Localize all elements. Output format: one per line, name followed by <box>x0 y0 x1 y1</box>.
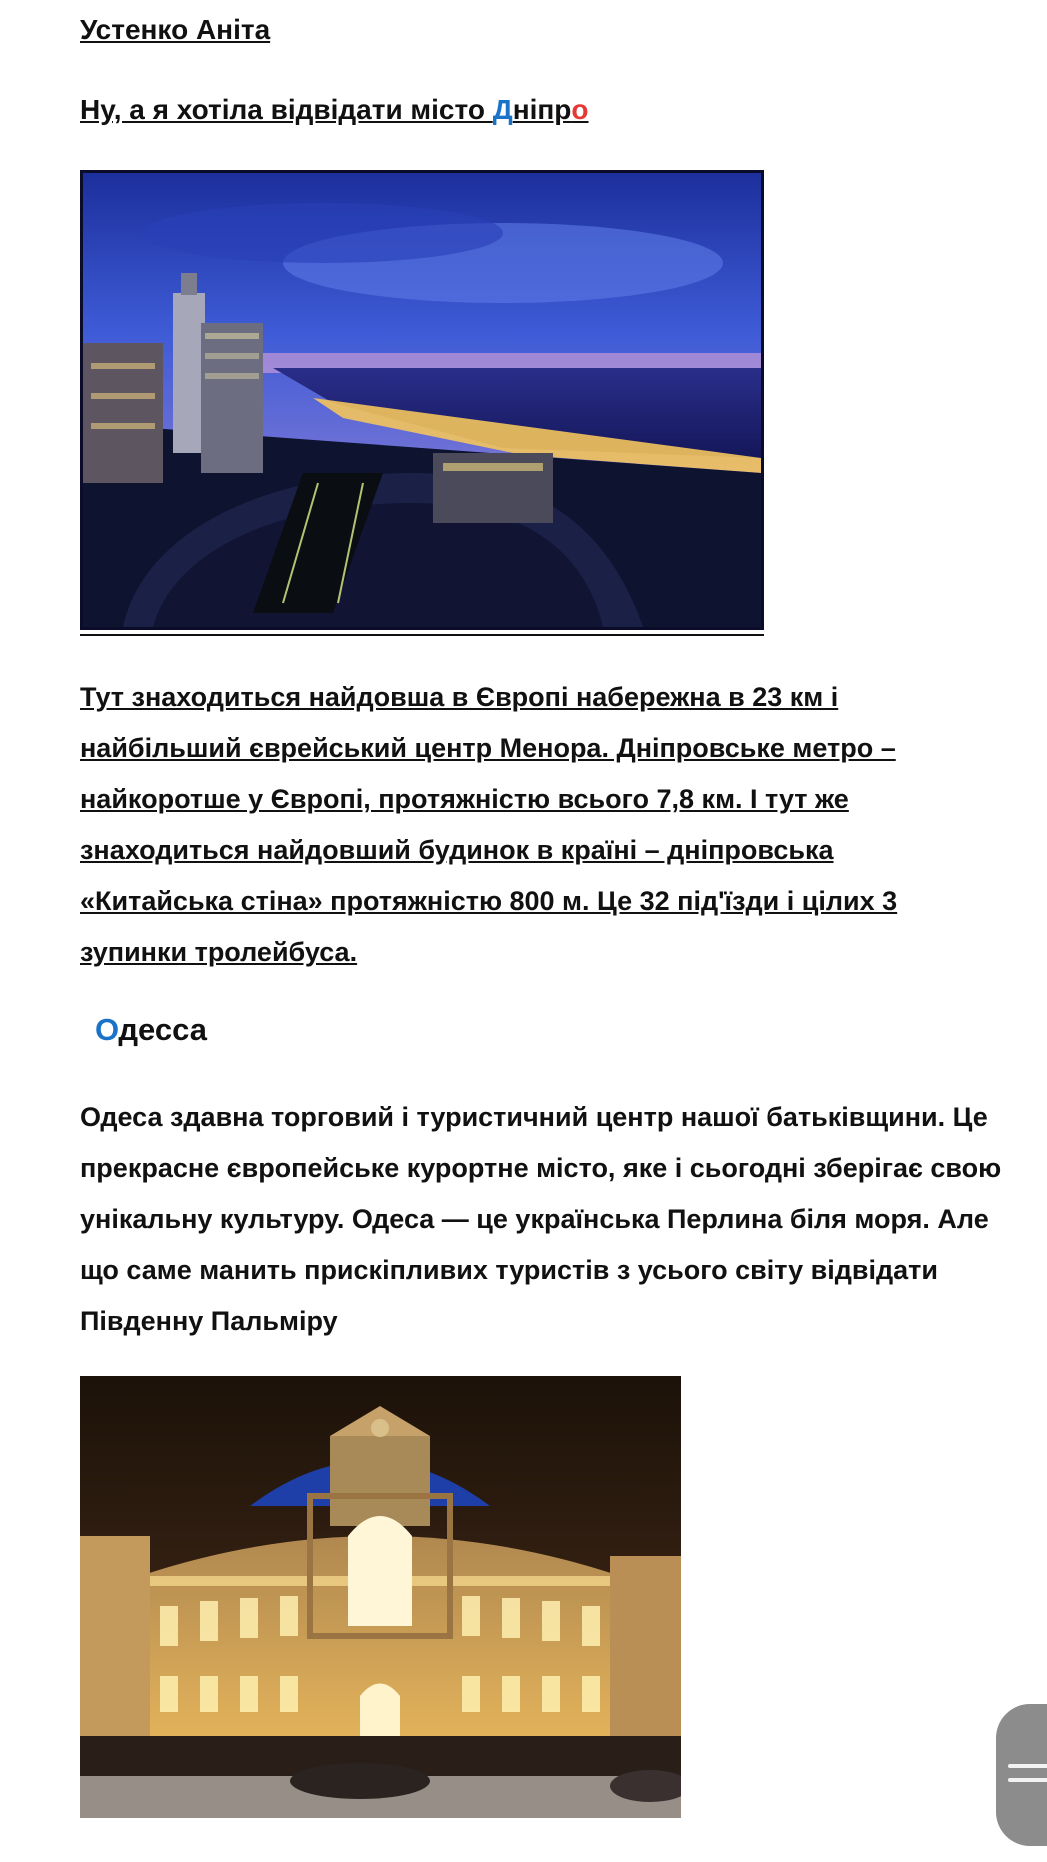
intro-letter-o: о <box>571 94 589 125</box>
photo-underline <box>80 634 764 636</box>
dnipro-paragraph: Тут знаходиться найдовша в Європі набережна в 23 км і найбільший єврейський центр Менора. Дніпровське метро – найкоротше у Європі, протяжністю всього 7,8 км. І тут же знаходиться найдовший будинок в країні – дніпровська «Китайська стіна» протяжністю 800 м. Це 32 під'їзди і цілих 3 зупинки тролейбуса. <box>80 682 898 967</box>
odesa-heading-first-letter: О <box>95 1012 119 1047</box>
intro-middle: ніпр <box>512 94 572 125</box>
intro-text: Ну, а я хотіла відвідати місто <box>80 94 493 125</box>
odesa-paragraph: Одеса здавна торговий і туристичний центр нашої батьківщини. Це прекрасне європейське курортне місто, яке і сьогодні зберігає свою унікальну культуру. Одеса — це українська Перлина біля моря. Але що саме манить прискіпливих туристів з усього світу відвідати Південну Пальміру <box>80 1102 1002 1336</box>
intro-letter-d: Д <box>492 94 513 125</box>
drag-handle-icon-line-2 <box>1008 1778 1047 1782</box>
odesa-opera-photo <box>80 1376 681 1818</box>
dnipro-night-photo <box>80 170 764 630</box>
author-name: Устенко Аніта <box>80 14 271 45</box>
scroll-handle[interactable] <box>996 1704 1047 1846</box>
odesa-heading-rest: десса <box>118 1012 207 1047</box>
odesa-heading <box>95 1012 207 1048</box>
odesa-photo-illustration <box>80 1376 681 1818</box>
drag-handle-icon-line-1 <box>1008 1764 1047 1768</box>
intro-line <box>80 94 589 126</box>
dnipro-photo-illustration <box>83 173 761 627</box>
